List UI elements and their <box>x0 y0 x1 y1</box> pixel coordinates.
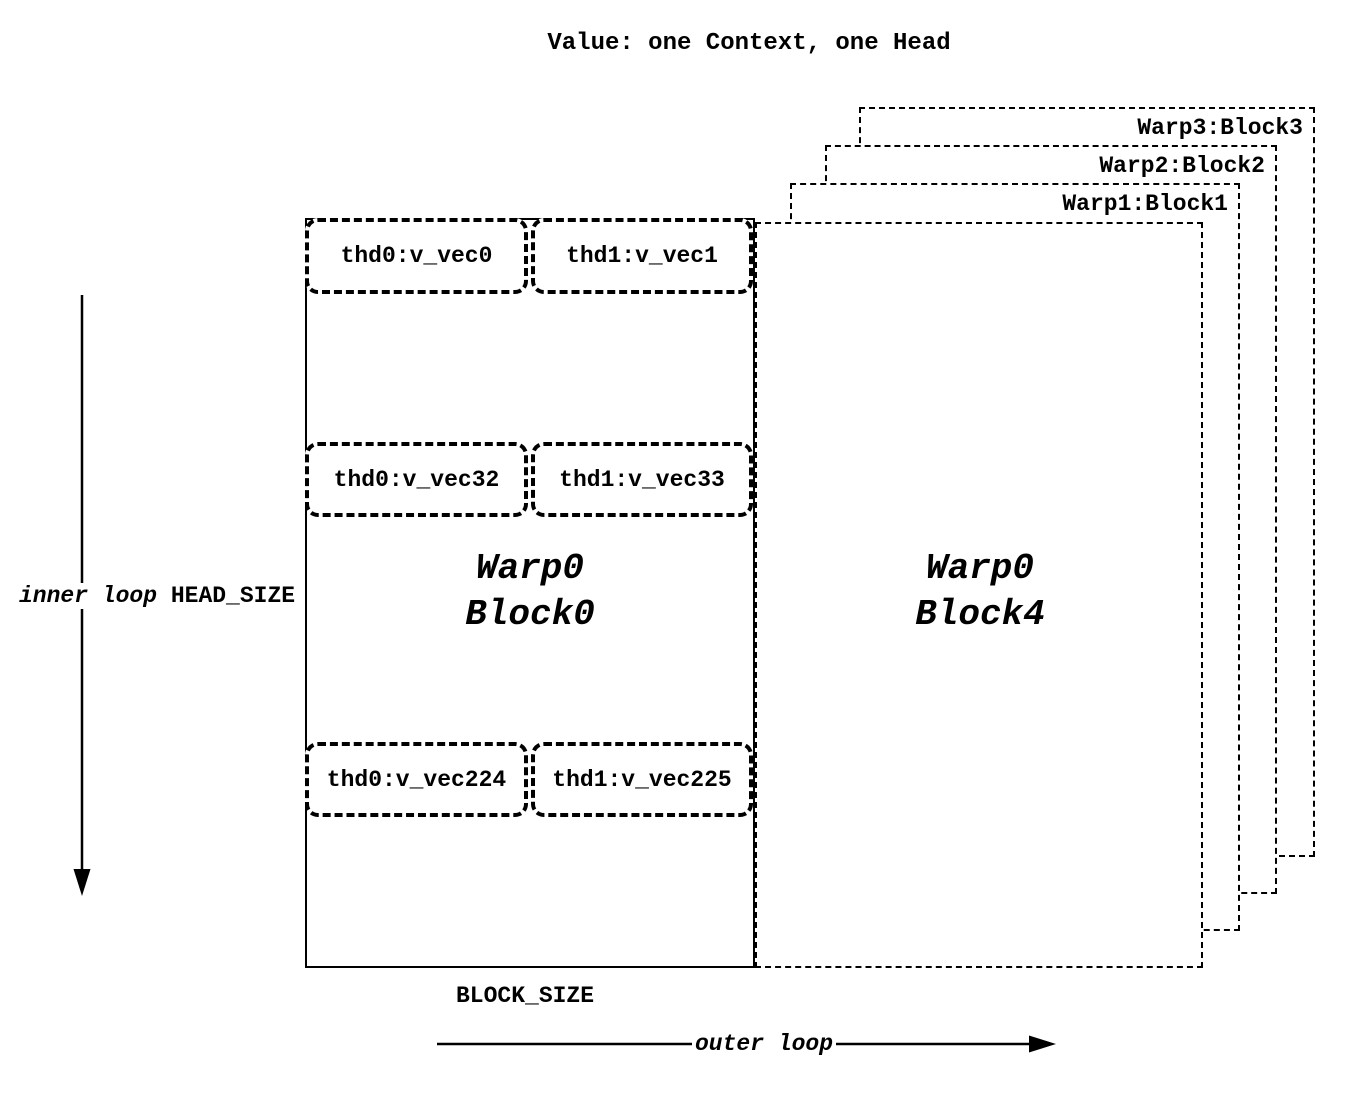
block0-label-line1: Warp0 <box>475 548 585 589</box>
block4-label-line1: Warp0 <box>925 548 1035 589</box>
thread-vector-cell: thd1:v_vec225 <box>531 742 753 817</box>
block4-label <box>755 546 1205 638</box>
inner-loop-label: inner loop <box>19 583 158 609</box>
thread-vector-cell: thd0:v_vec0 <box>305 218 528 294</box>
block0-label-line2: Block0 <box>465 594 595 635</box>
thread-vector-cell: thd1:v_vec33 <box>531 442 753 517</box>
thread-vector-cell: thd1:v_vec1 <box>531 218 753 294</box>
stacked-block-label: Warp2:Block2 <box>1099 153 1265 179</box>
inner-loop-head-size-label <box>16 583 298 609</box>
stacked-block-label: Warp1:Block1 <box>1062 191 1228 217</box>
stacked-block-label: Warp3:Block3 <box>1137 115 1303 141</box>
block0-label <box>305 546 755 638</box>
block-size-label: BLOCK_SIZE <box>453 983 597 1009</box>
outer-loop-label: outer loop <box>692 1031 836 1057</box>
diagram-title: Value: one Context, one Head <box>547 30 951 57</box>
thread-vector-cell: thd0:v_vec224 <box>305 742 528 817</box>
head-size-label: HEAD_SIZE <box>170 583 296 609</box>
thread-vector-cell: thd0:v_vec32 <box>305 442 528 517</box>
block4-label-line2: Block4 <box>915 594 1045 635</box>
